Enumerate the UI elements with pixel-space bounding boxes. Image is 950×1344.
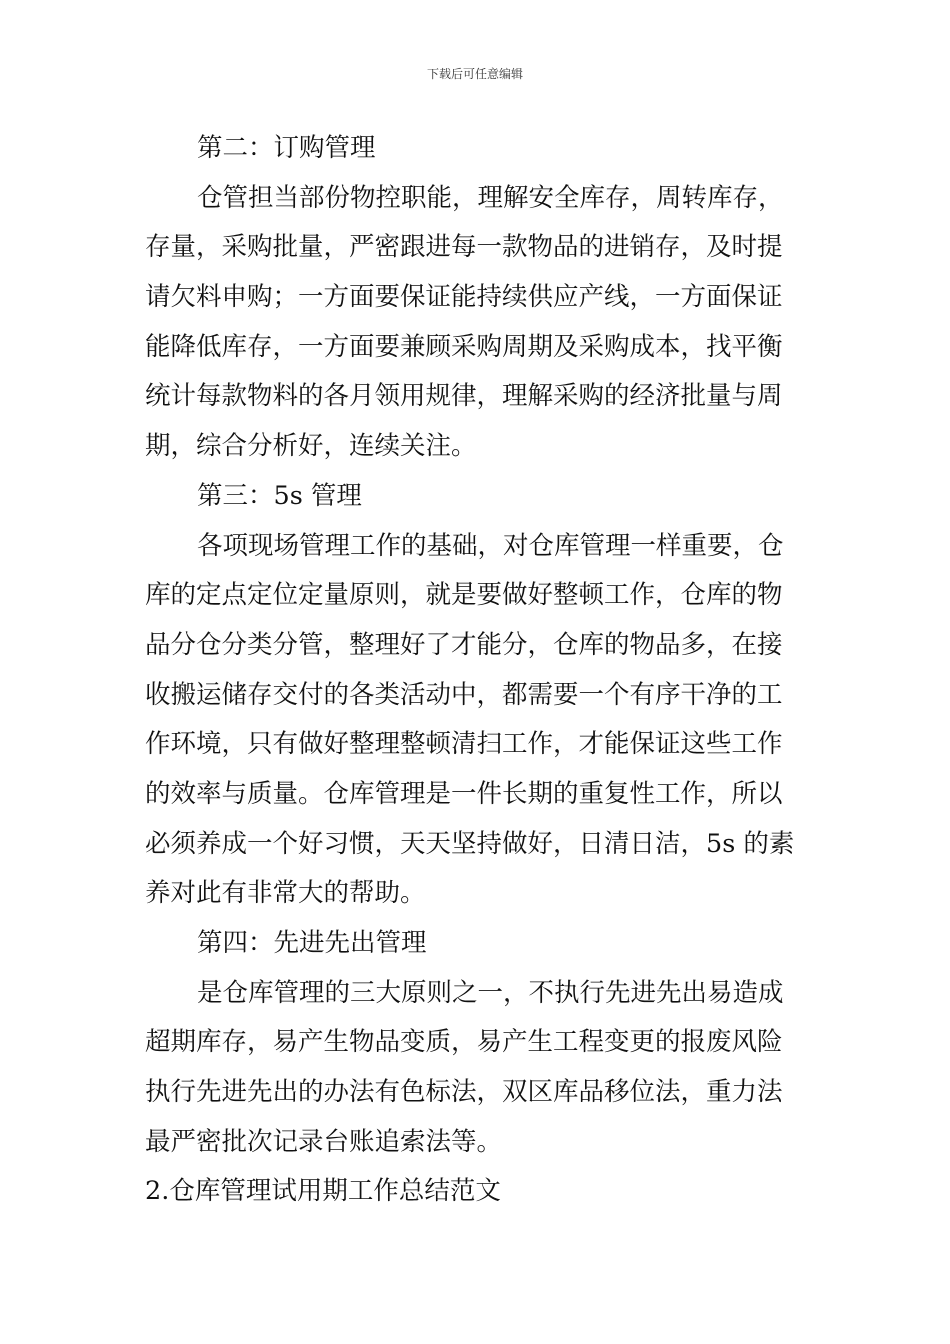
- paragraph-line: 作环境，只有做好整理整顿清扫工作，才能保证这些工作: [145, 729, 783, 760]
- paragraph-line: 执行先进先出的办法有色标法，双区库品移位法，重力法: [145, 1077, 783, 1108]
- paragraph-line: 期，综合分析好，连续关注。: [145, 431, 477, 462]
- paragraph-line: 能降低库存，一方面要兼顾采购周期及采购成本，找平衡: [145, 331, 783, 362]
- section-heading-5s: 第三：5s 管理: [197, 480, 362, 511]
- paragraph-line: 品分仓分类分管，整理好了才能分，仓库的物品多，在接: [145, 629, 783, 660]
- section-heading-ordering: 第二：订购管理: [197, 133, 376, 163]
- paragraph-line: 必须养成一个好习惯，天天坚持做好，日清日洁，5s 的素: [145, 828, 795, 859]
- section-heading-fifo: 第四：先进先出管理: [197, 928, 427, 958]
- paragraph-line: 收搬运储存交付的各类活动中，都需要一个有序干净的工: [145, 679, 783, 710]
- paragraph-line: 各项现场管理工作的基础，对仓库管理一样重要，仓: [197, 530, 784, 561]
- paragraph-line: 统计每款物料的各月领用规律，理解采购的经济批量与周: [145, 381, 783, 412]
- paragraph-line: 最严密批次记录台账追索法等。: [145, 1126, 503, 1157]
- paragraph-line: 是仓库管理的三大原则之一，不执行先进先出易造成: [197, 977, 784, 1008]
- document-body: [145, 124, 810, 1217]
- paragraph-line: 的效率与质量。仓库管理是一件长期的重复性工作，所以: [145, 778, 783, 809]
- paragraph-line: 库的定点定位定量原则，就是要做好整顿工作，仓库的物: [145, 580, 783, 611]
- paragraph-line: 请欠料申购；一方面要保证能持续供应产线，一方面保证: [145, 282, 783, 313]
- section-title-summary: 2.仓库管理试用期工作总结范文: [145, 1176, 501, 1207]
- paragraph-line: 养对此有非常大的帮助。: [145, 878, 426, 909]
- paragraph-line: 超期库存，易产生物品变质，易产生工程变更的报废风险: [145, 1027, 783, 1058]
- paragraph-line: 存量，采购批量，严密跟进每一款物品的进销存，及时提: [145, 232, 783, 263]
- page-header: 下载后可任意编辑: [426, 67, 523, 81]
- paragraph-line: 仓管担当部份物控职能，理解安全库存，周转库存，: [197, 182, 784, 213]
